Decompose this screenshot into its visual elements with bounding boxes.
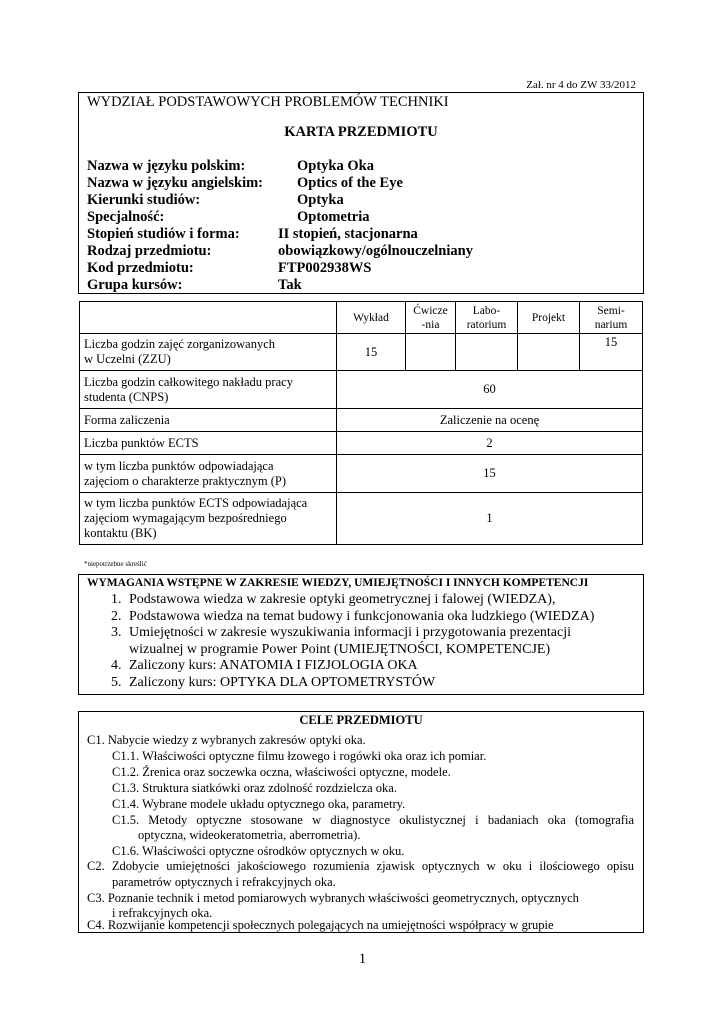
goal-c1-6: C1.6. Właściwości optyczne ośrodków optycznych w oku. <box>112 844 405 858</box>
attachment-reference: Zał. nr 4 do ZW 33/2012 <box>526 79 636 91</box>
zzu-lecture: 15 <box>337 334 406 371</box>
zzu-project <box>518 334 580 371</box>
list-item: 4. Zaliczony kurs: ANATOMIA I FIZJOLOGIA OKA <box>125 658 625 675</box>
label-polish-name: Nazwa w języku polskim: <box>87 158 246 174</box>
table-row <box>80 334 643 371</box>
value-polish-name: Optyka Oka <box>297 158 374 174</box>
label-study-level: Stopień studiów i forma: <box>87 226 240 242</box>
col-lecture: Wykład <box>337 302 406 334</box>
card-title: KARTA PRZEDMIOTU <box>284 124 438 140</box>
value-course-code: FTP002938WS <box>278 260 372 276</box>
footnote: *niepotrzebne skreślić <box>84 560 147 568</box>
label-course-type: Rodzaj przedmiotu: <box>87 243 212 259</box>
goal-c1-5: C1.5. Metody optyczne stosowane w diagnostyce okulistycznej i badaniach oka (tomografia <box>112 813 634 827</box>
table-header-row <box>80 302 643 334</box>
value-specialization: Optometria <box>297 209 370 225</box>
cnps-value: 60 <box>337 371 643 409</box>
goal-c1-5-cont: optyczna, wideokeratometria, aberrometria). <box>138 828 361 842</box>
value-course-group: Tak <box>278 277 302 293</box>
col-laboratory: Labo- ratorium <box>456 302 518 334</box>
label-course-code: Kod przedmiotu: <box>87 260 194 276</box>
value-field-of-study: Optyka <box>297 192 344 208</box>
practical-value: 15 <box>337 455 643 493</box>
col-project: Projekt <box>518 302 580 334</box>
goal-c1: C1. Nabycie wiedzy z wybranych zakresów optyki oka. <box>87 733 366 747</box>
requirements-box <box>78 574 644 695</box>
faculty-name: WYDZIAŁ PODSTAWOWYCH PROBLEMÓW TECHNIKI <box>87 94 449 110</box>
row-label-zzu: Liczba godzin zajęć zorganizowanych w Uczelni (ZZU) <box>80 334 337 371</box>
goal-c4: C4. Rozwijanie kompetencji społecznych polegających na umiejętności współpracy w grupie <box>87 918 554 932</box>
goal-c1-1: C1.1. Właściwości optyczne filmu łzowego i rogówki oka oraz ich pomiar. <box>112 749 487 763</box>
ects-value: 2 <box>337 432 643 455</box>
col-exercises: Ćwicze -nia <box>406 302 456 334</box>
goal-c1-4: C1.4. Wybrane modele układu optycznego oka, parametry. <box>112 797 406 811</box>
form-value: Zaliczenie na ocenę <box>337 409 643 432</box>
table-row <box>80 432 643 455</box>
zzu-laboratory <box>456 334 518 371</box>
goal-c2: C2. Zdobycie umiejętności jakościowego rozumienia zjawisk optycznych w oku i ilościowego opisu <box>87 859 634 873</box>
list-item: 5. Zaliczony kurs: OPTYKA DLA OPTOMETRYSTÓW <box>125 675 625 692</box>
row-label-form: Forma zaliczenia <box>80 409 337 432</box>
goals-title: CELE PRZEDMIOTU <box>299 713 423 727</box>
goal-c1-3: C1.3. Struktura siatkówki oraz zdolność rozdzielcza oka. <box>112 781 397 795</box>
label-field-of-study: Kierunki studiów: <box>87 192 201 208</box>
list-item: 3. Umiejętności w zakresie wyszukiwania informacji i przygotowania prezentacji wizualnej w programie Power Point (UMIEJĘTNOŚCI, KOMPETENCJE) <box>125 625 625 658</box>
table-row <box>80 455 643 493</box>
table-row <box>80 409 643 432</box>
col-seminar: Semi- narium <box>580 302 643 334</box>
table-row <box>80 493 643 545</box>
goal-c3: C3. Poznanie technik i metod pomiarowych wybranych właściwości geometrycznych, optycznych <box>87 891 579 905</box>
row-label-practical: w tym liczba punktów odpowiadająca zajęciom o charakterze praktycznym (P) <box>80 455 337 493</box>
value-study-level: II stopień, stacjonarna <box>278 226 418 242</box>
goal-c1-2: C1.2. Źrenica oraz soczewka oczna, właściwości optyczne, modele. <box>112 765 451 779</box>
bk-value: 1 <box>337 493 643 545</box>
zzu-exercises <box>406 334 456 371</box>
row-label-ects: Liczba punktów ECTS <box>80 432 337 455</box>
requirements-title: WYMAGANIA WSTĘPNE W ZAKRESIE WIEDZY, UMIEJĘTNOŚCI I INNYCH KOMPETENCJI <box>87 577 589 589</box>
course-goals-box <box>78 711 644 933</box>
hours-table <box>79 301 643 545</box>
list-item: 2. Podstawowa wiedza na temat budowy i funkcjonowania oka ludzkiego (WIEDZA) <box>125 609 625 626</box>
row-label-cnps: Liczba godzin całkowitego nakładu pracy studenta (CNPS) <box>80 371 337 409</box>
value-english-name: Optics of the Eye <box>297 175 403 191</box>
label-specialization: Specjalność: <box>87 209 165 225</box>
goal-c2-cont: parametrów optycznych i refrakcyjnych oka. <box>112 875 336 889</box>
label-course-group: Grupa kursów: <box>87 277 183 293</box>
value-course-type: obowiązkowy/ogólnouczelniany <box>278 243 473 259</box>
header-empty-cell <box>80 302 337 334</box>
course-header-box <box>78 92 644 294</box>
page-number: 1 <box>358 951 367 967</box>
row-label-bk: w tym liczba punktów ECTS odpowiadająca zajęciom wymagającym bezpośredniego kontaktu (BK) <box>80 493 337 545</box>
zzu-seminar: 15 <box>580 334 643 371</box>
goal-c3-cont: i refrakcyjnych oka. <box>112 906 213 920</box>
table-row <box>80 371 643 409</box>
label-english-name: Nazwa w języku angielskim: <box>87 175 264 191</box>
requirements-list <box>79 592 625 691</box>
list-item: 1. Podstawowa wiedza w zakresie optyki geometrycznej i falowej (WIEDZA), <box>125 592 625 609</box>
